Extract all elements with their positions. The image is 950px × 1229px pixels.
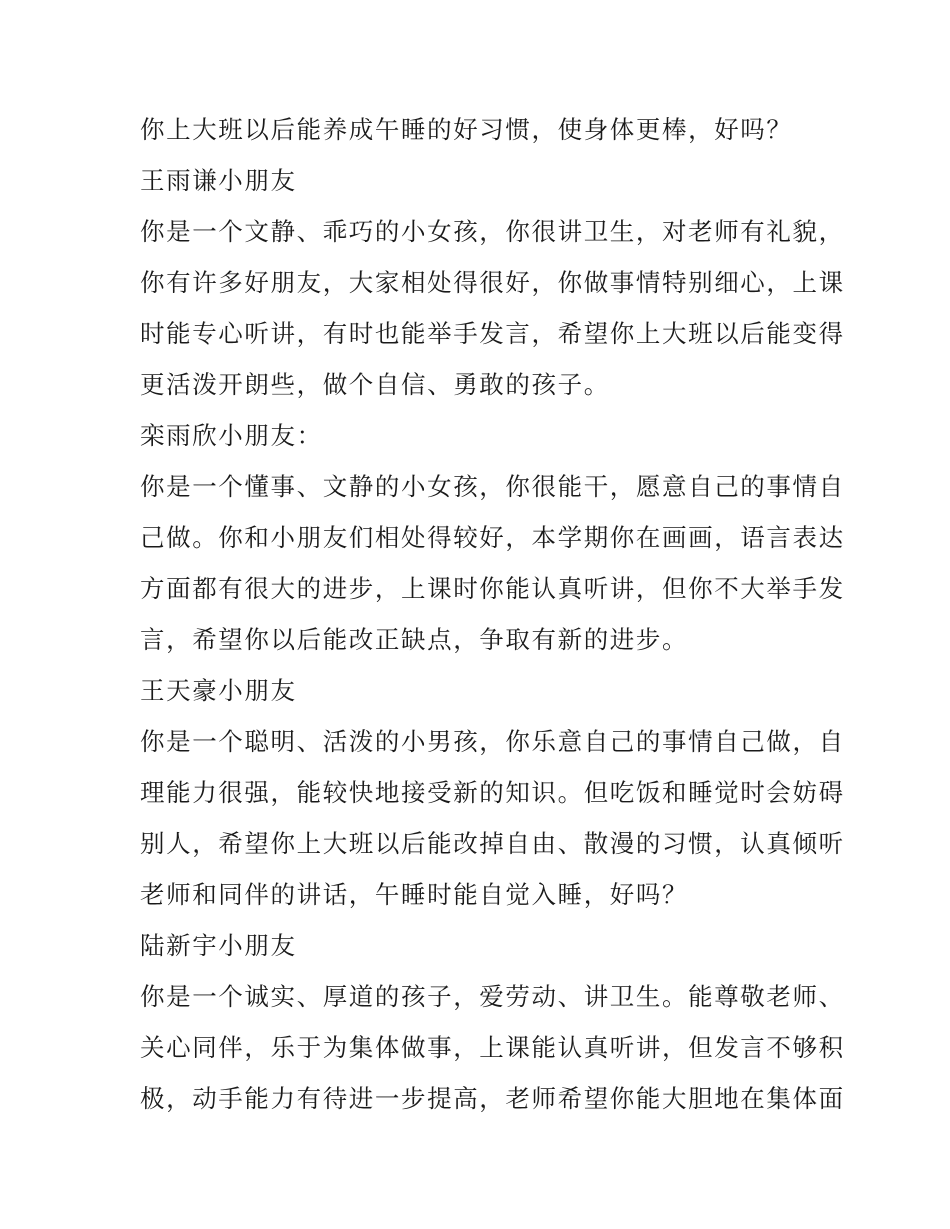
- child-name-heading: 王雨谦小朋友: [140, 166, 297, 195]
- text-line: 你是一个文静、乖巧的小女孩，你很讲卫生，对老师有礼貌，: [140, 217, 845, 246]
- text-line: 己做。你和小朋友们相处得较好，本学期你在画画，语言表达: [140, 523, 845, 552]
- child-name-heading: 栾雨欣小朋友：: [140, 421, 323, 450]
- text-line: 言，希望你以后能改正缺点，争取有新的进步。: [140, 625, 689, 654]
- child-name-heading: 陆新宇小朋友: [140, 931, 297, 960]
- text-line: 关心同伴，乐于为集体做事，上课能认真听讲，但发言不够积: [140, 1033, 845, 1062]
- text-line: 方面都有很大的进步，上课时你能认真听讲，但你不大举手发: [140, 574, 845, 603]
- text-line: 时能专心听讲，有时也能举手发言，希望你上大班以后能变得: [140, 319, 845, 348]
- text-line: 极，动手能力有待进一步提高，老师希望你能大胆地在集体面: [140, 1084, 845, 1113]
- text-line: 你是一个懂事、文静的小女孩，你很能干，愿意自己的事情自: [140, 472, 845, 501]
- text-line: 你有许多好朋友，大家相处得很好，你做事情特别细心，上课: [140, 268, 845, 297]
- text-line: 你上大班以后能养成午睡的好习惯，使身体更棒，好吗？: [140, 115, 793, 144]
- text-line: 你是一个诚实、厚道的孩子，爱劳动、讲卫生。能尊敬老师、: [140, 982, 845, 1011]
- text-line: 理能力很强，能较快地接受新的知识。但吃饭和睡觉时会妨碍: [140, 778, 845, 807]
- text-line: 老师和同伴的讲话，午睡时能自觉入睡，好吗？: [140, 880, 689, 909]
- document-body: [140, 104, 845, 1124]
- child-name-heading: 王天豪小朋友: [140, 676, 297, 705]
- text-line: 你是一个聪明、活泼的小男孩，你乐意自己的事情自己做，自: [140, 727, 845, 756]
- text-line: 别人，希望你上大班以后能改掉自由、散漫的习惯，认真倾听: [140, 829, 845, 858]
- text-line: 更活泼开朗些，做个自信、勇敢的孩子。: [140, 370, 610, 399]
